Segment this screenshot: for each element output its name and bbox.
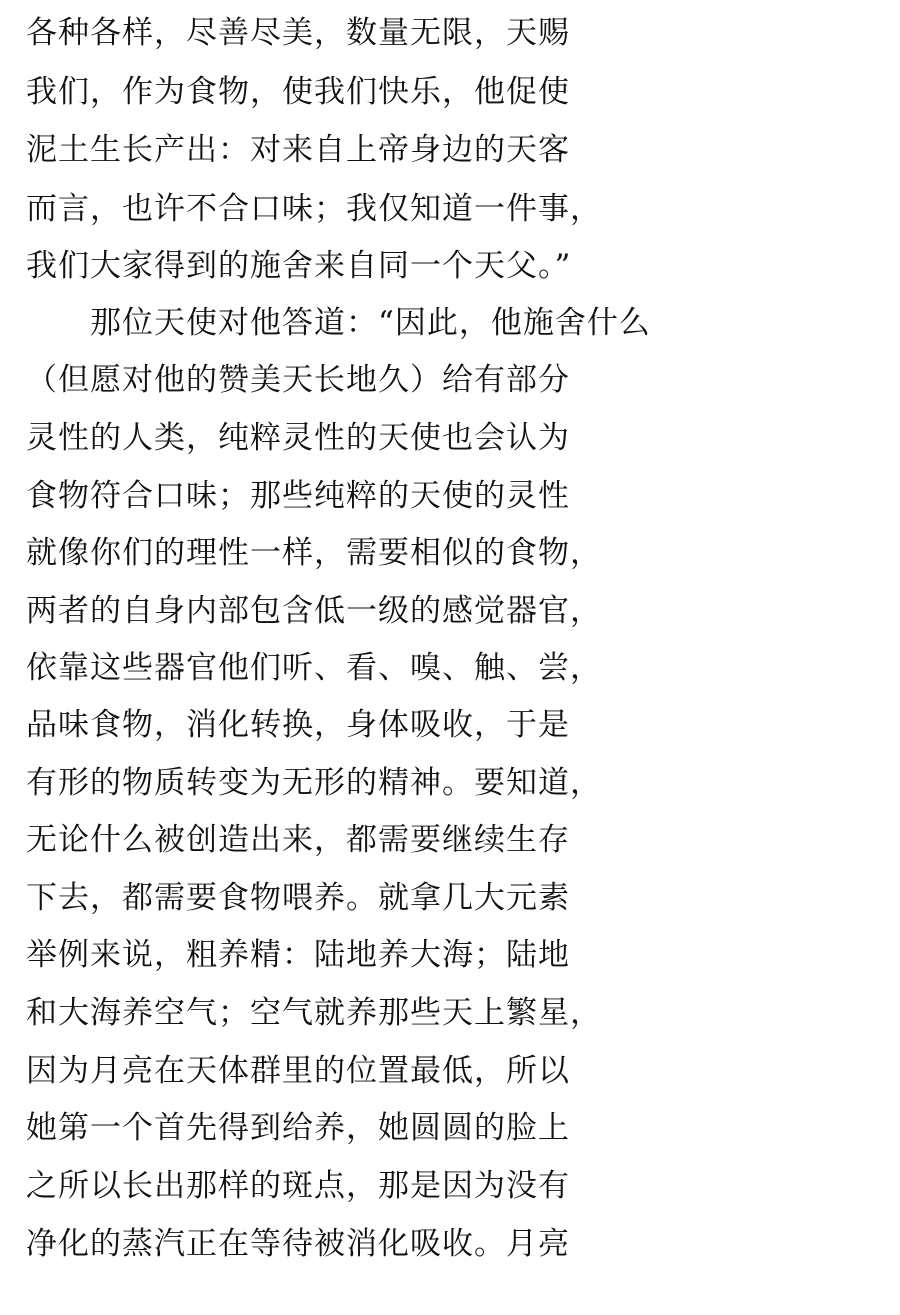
text-line: 下去，都需要食物喂养。就拿几大元素 [26, 880, 570, 916]
text-line: 依靠这些器官他们听、看、嗅、触、尝， [26, 650, 602, 686]
text-line: 各种各样，尽善尽美，数量无限，天赐 [26, 15, 570, 51]
text-line: 就像你们的理性一样，需要相似的食物， [26, 535, 602, 571]
text-line: 举例来说，粗养精：陆地养大海；陆地 [26, 937, 570, 973]
text-line: 那位天使对他答道：“因此，他施舍什么 [90, 305, 651, 341]
text-line: 有形的物质转变为无形的精神。要知道， [26, 765, 602, 801]
text-line: （但愿对他的赞美天长地久）给有部分 [26, 362, 570, 398]
text-line: 品味食物，消化转换，身体吸收，于是 [26, 707, 570, 743]
text-line: 之所以长出那样的斑点，那是因为没有 [26, 1168, 570, 1204]
text-line: 她第一个首先得到给养，她圆圆的脸上 [26, 1110, 570, 1146]
text-line: 因为月亮在天体群里的位置最低，所以 [26, 1053, 570, 1089]
text-line: 食物符合口味；那些纯粹的天使的灵性 [26, 478, 570, 514]
text-line: 和大海养空气；空气就养那些天上繁星， [26, 995, 602, 1031]
text-line: 净化的蒸汽正在等待被消化吸收。月亮 [26, 1226, 570, 1262]
text-line: 我们，作为食物，使我们快乐，他促使 [26, 74, 570, 110]
text-line: 两者的自身内部包含低一级的感觉器官， [26, 593, 602, 629]
text-line: 而言，也许不合口味；我仅知道一件事， [26, 191, 602, 227]
text-line: 灵性的人类，纯粹灵性的天使也会认为 [26, 420, 570, 456]
text-line: 无论什么被创造出来，都需要继续生存 [26, 822, 570, 858]
text-line: 泥土生长产出：对来自上帝身边的天客 [26, 132, 570, 168]
text-line: 我们大家得到的施舍来自同一个天父。” [26, 248, 572, 284]
